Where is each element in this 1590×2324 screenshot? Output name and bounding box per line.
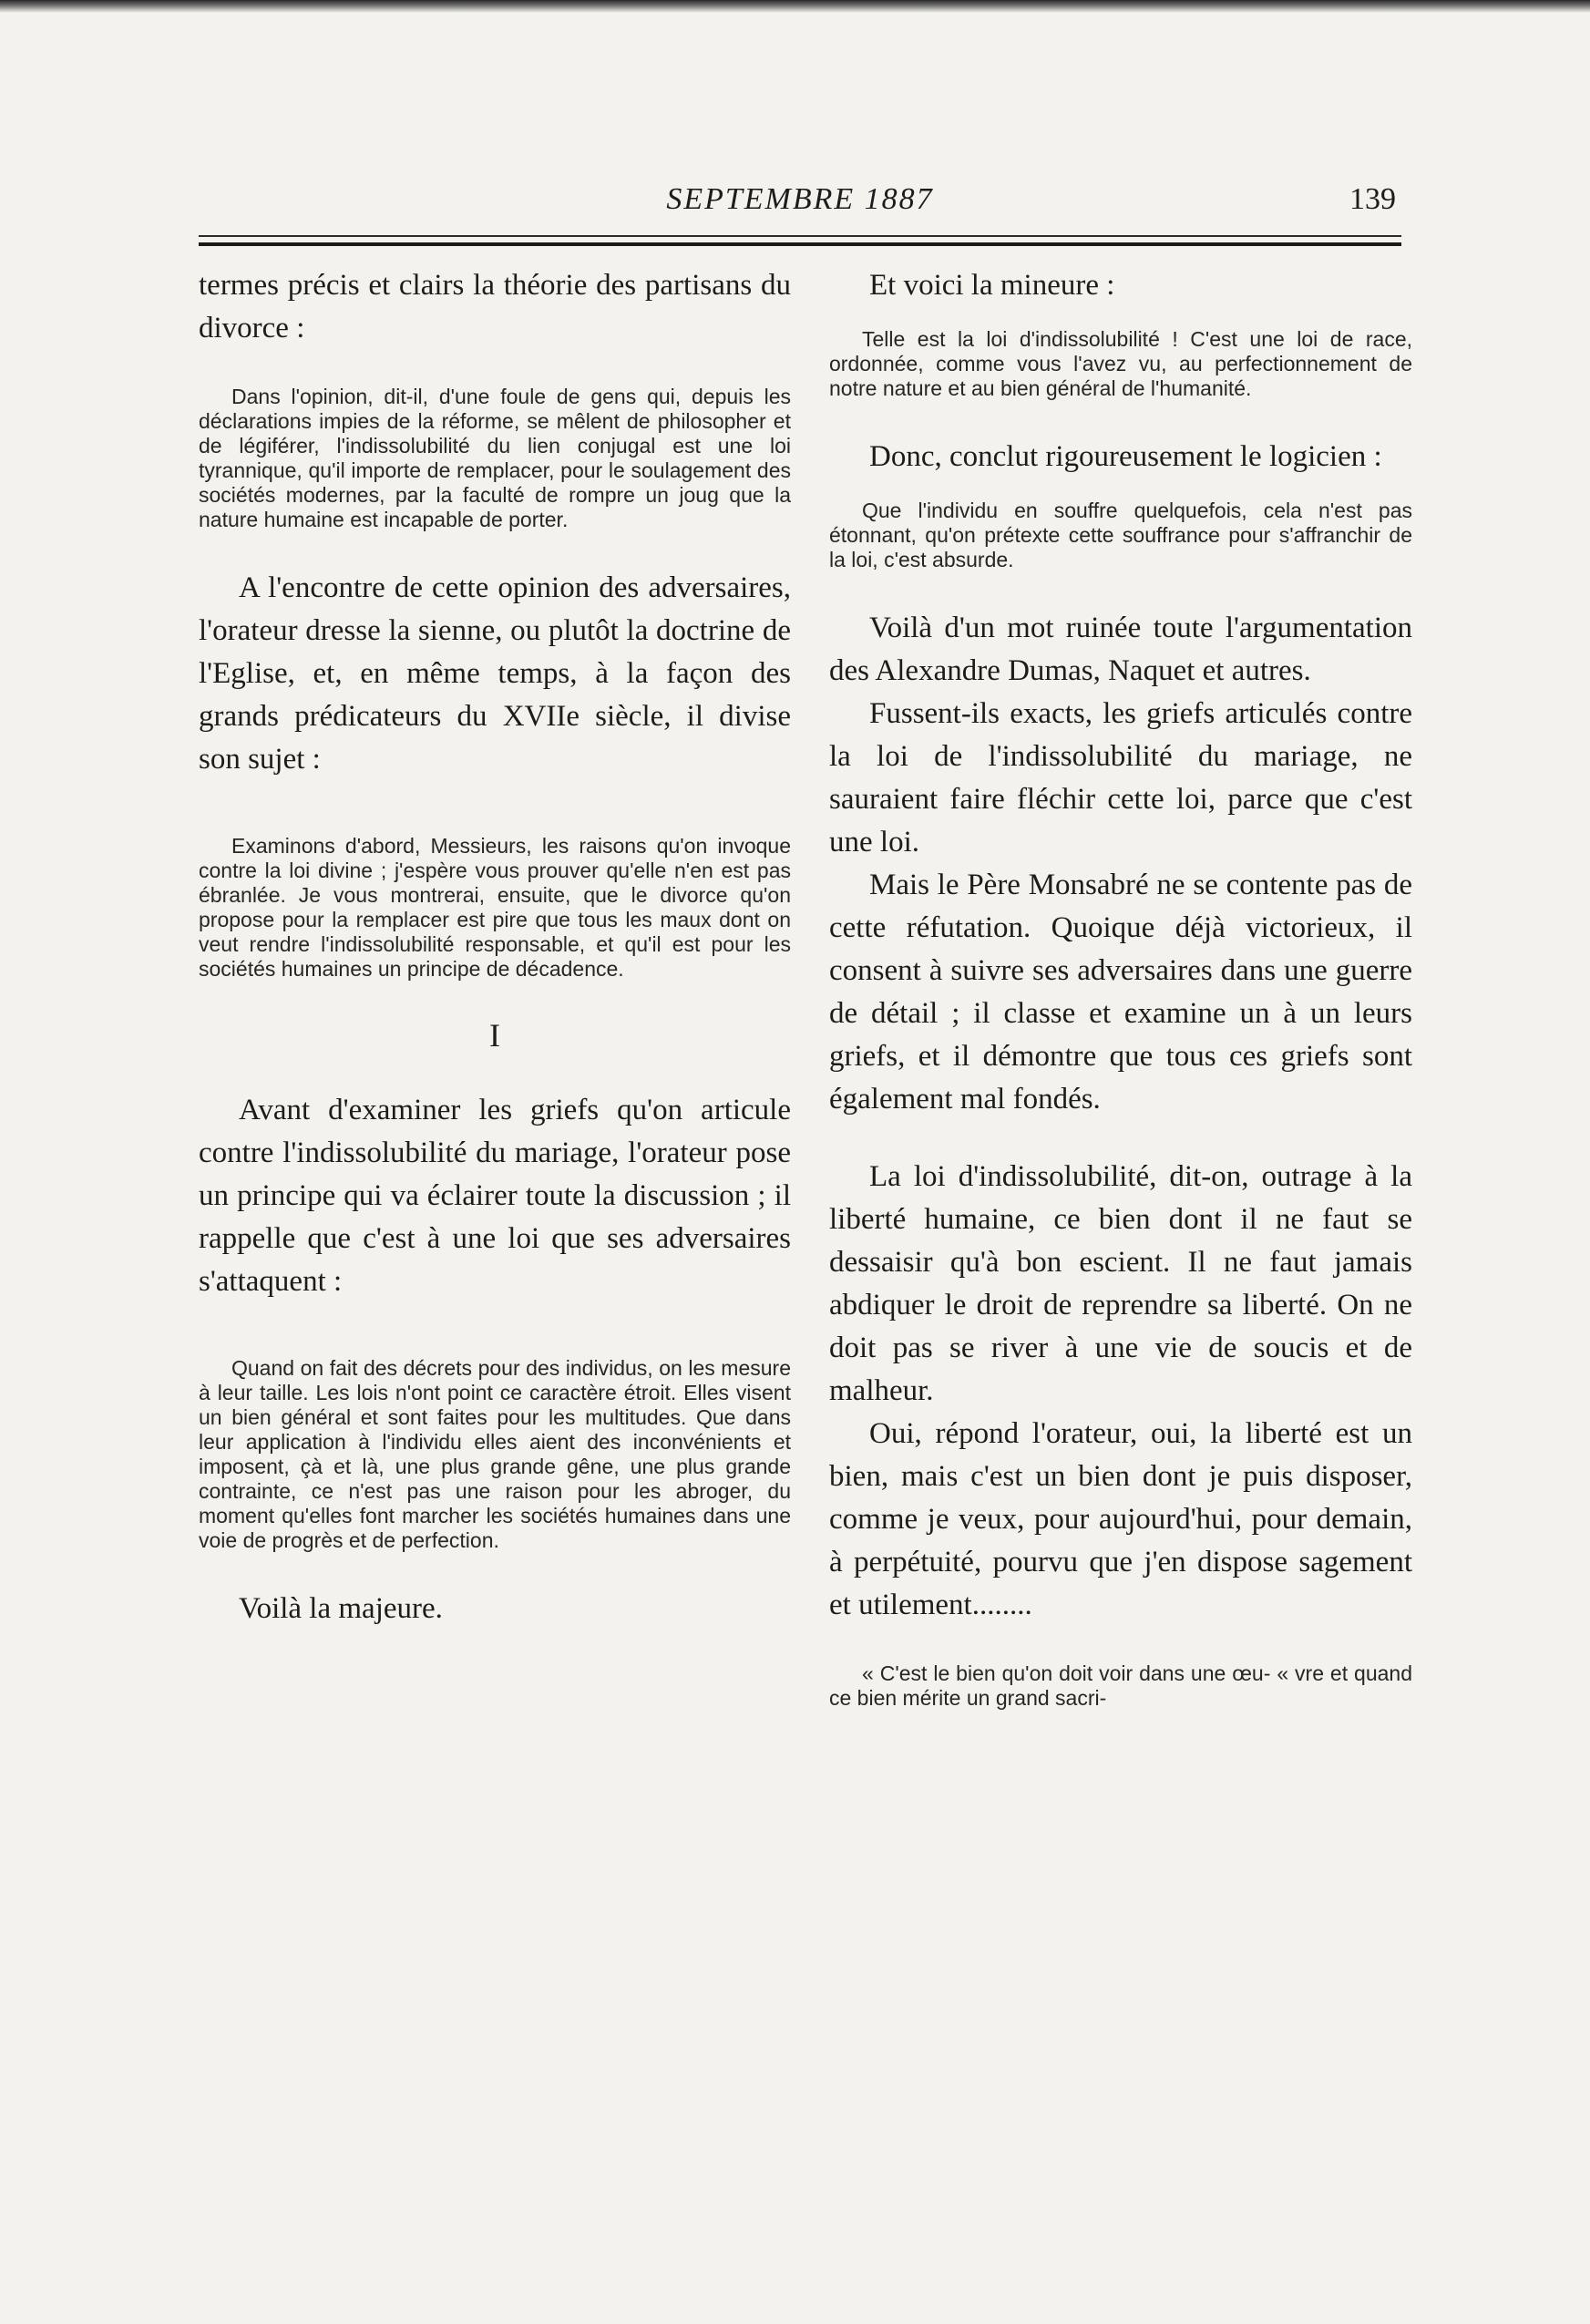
page-top-edge: [0, 0, 1590, 13]
header-rule-thin: [199, 235, 1401, 237]
paragraph: La loi d'indissolubilité, dit-on, outrage à la liberté humaine, ce bien dont il ne faut se dessaisir qu'à bon escient. Il ne faut jamais abdiquer le droit de reprendre sa liberté. On ne doit pas se river à une vie de soucis et de malheur.: [829, 1160, 1412, 1407]
paragraph: Voilà d'un mot ruinée toute l'argumentation des Alexandre Dumas, Naquet et autres.: [829, 612, 1412, 687]
paragraph: termes précis et clairs la théorie des partisans du divorce :: [199, 269, 791, 344]
block-quote: Examinons d'abord, Messieurs, les raisons qu'on invoque contre la loi divine ; j'espère vous prouver qu'elle n'en est pas ébranlée. Je vous montrerai, ensuite, que le divorce qu'on propose pour la remplacer est pire que tous les maux dont on veut rendre l'indissolubilité responsable, et qu'il est pour les sociétés humaines un principe de décadence.: [199, 834, 791, 981]
running-title: SEPTEMBRE 1887: [666, 182, 934, 216]
paragraph: Donc, conclut rigoureusement le logicien :: [869, 440, 1382, 473]
paragraph: Voilà la majeure.: [239, 1592, 443, 1625]
paragraph: Et voici la mineure :: [869, 269, 1115, 302]
paragraph: Avant d'examiner les griefs qu'on articule contre l'indissolubilité du mariage, l'orateur pose un principe qui va éclairer toute la discussion ; il rappelle que c'est à une loi que ses adversaires s'attaquent :: [199, 1094, 791, 1298]
block-quote: Que l'individu en souffre quelquefois, cela n'est pas étonnant, qu'on prétexte cette souffrance pour s'affranchir de la loi, c'est absurde.: [829, 499, 1412, 571]
paragraph: Oui, répond l'orateur, oui, la liberté est un bien, mais c'est un bien dont je puis disposer, comme je veux, pour aujourd'hui, pour demain, à perpétuité, pourvu que j'en dispose sagement et utilement........: [829, 1417, 1412, 1621]
header-rule-thick: [199, 242, 1401, 246]
right-column: [829, 264, 1412, 1711]
block-quote: Dans l'opinion, dit-il, d'une foule de gens qui, depuis les déclarations impies de la réforme, se mêlent de philosopher et de légiférer, l'indissolubilité du lien conjugal est une loi tyrannique, qu'il importe de remplacer, pour le soulagement des sociétés modernes, par la faculté de rompre un joug que la nature humaine est incapable de porter.: [199, 385, 791, 531]
block-quote: Quand on fait des décrets pour des individus, on les mesure à leur taille. Les lois n'ont point ce caractère étroit. Elles visent un bien général et sont faites pour les multitudes. Que dans leur application à l'individu elles aient des inconvénients et imposent, çà et là, une plus grande gêne, une plus grande contrainte, ce n'est pas une raison pour les abroger, du moment qu'elles font marcher les sociétés humaines dans une voie de progrès et de perfection.: [199, 1356, 791, 1552]
paragraph: Fussent-ils exacts, les griefs articulés contre la loi de l'indissolubilité du mariage, ne sauraient faire fléchir cette loi, parce que c'est une loi.: [829, 697, 1412, 859]
page-number: 139: [1349, 182, 1396, 216]
left-column: [199, 264, 791, 1630]
block-quote: Telle est la loi d'indissolubilité ! C'est une loi de race, ordonnée, comme vous l'avez vu, au perfectionnement de notre nature et au bien général de l'humanité.: [829, 327, 1412, 400]
paragraph: Mais le Père Monsabré ne se contente pas de cette réfutation. Quoique déjà victorieux, il consent à suivre ses adversaires dans une guerre de détail ; il classe et examine un à un leurs griefs, et il démontre que tous ces griefs sont également mal fondés.: [829, 869, 1412, 1116]
section-heading: I: [489, 1017, 500, 1054]
block-quote: « C'est le bien qu'on doit voir dans une œu- « vre et quand ce bien mérite un grand sacri-: [829, 1661, 1412, 1710]
paragraph: A l'encontre de cette opinion des adversaires, l'orateur dresse la sienne, ou plutôt la doctrine de l'Eglise, et, en même temps, à la façon des grands prédicateurs du XVIIe siècle, il divise son sujet :: [199, 571, 791, 776]
page-header: [199, 182, 1401, 228]
